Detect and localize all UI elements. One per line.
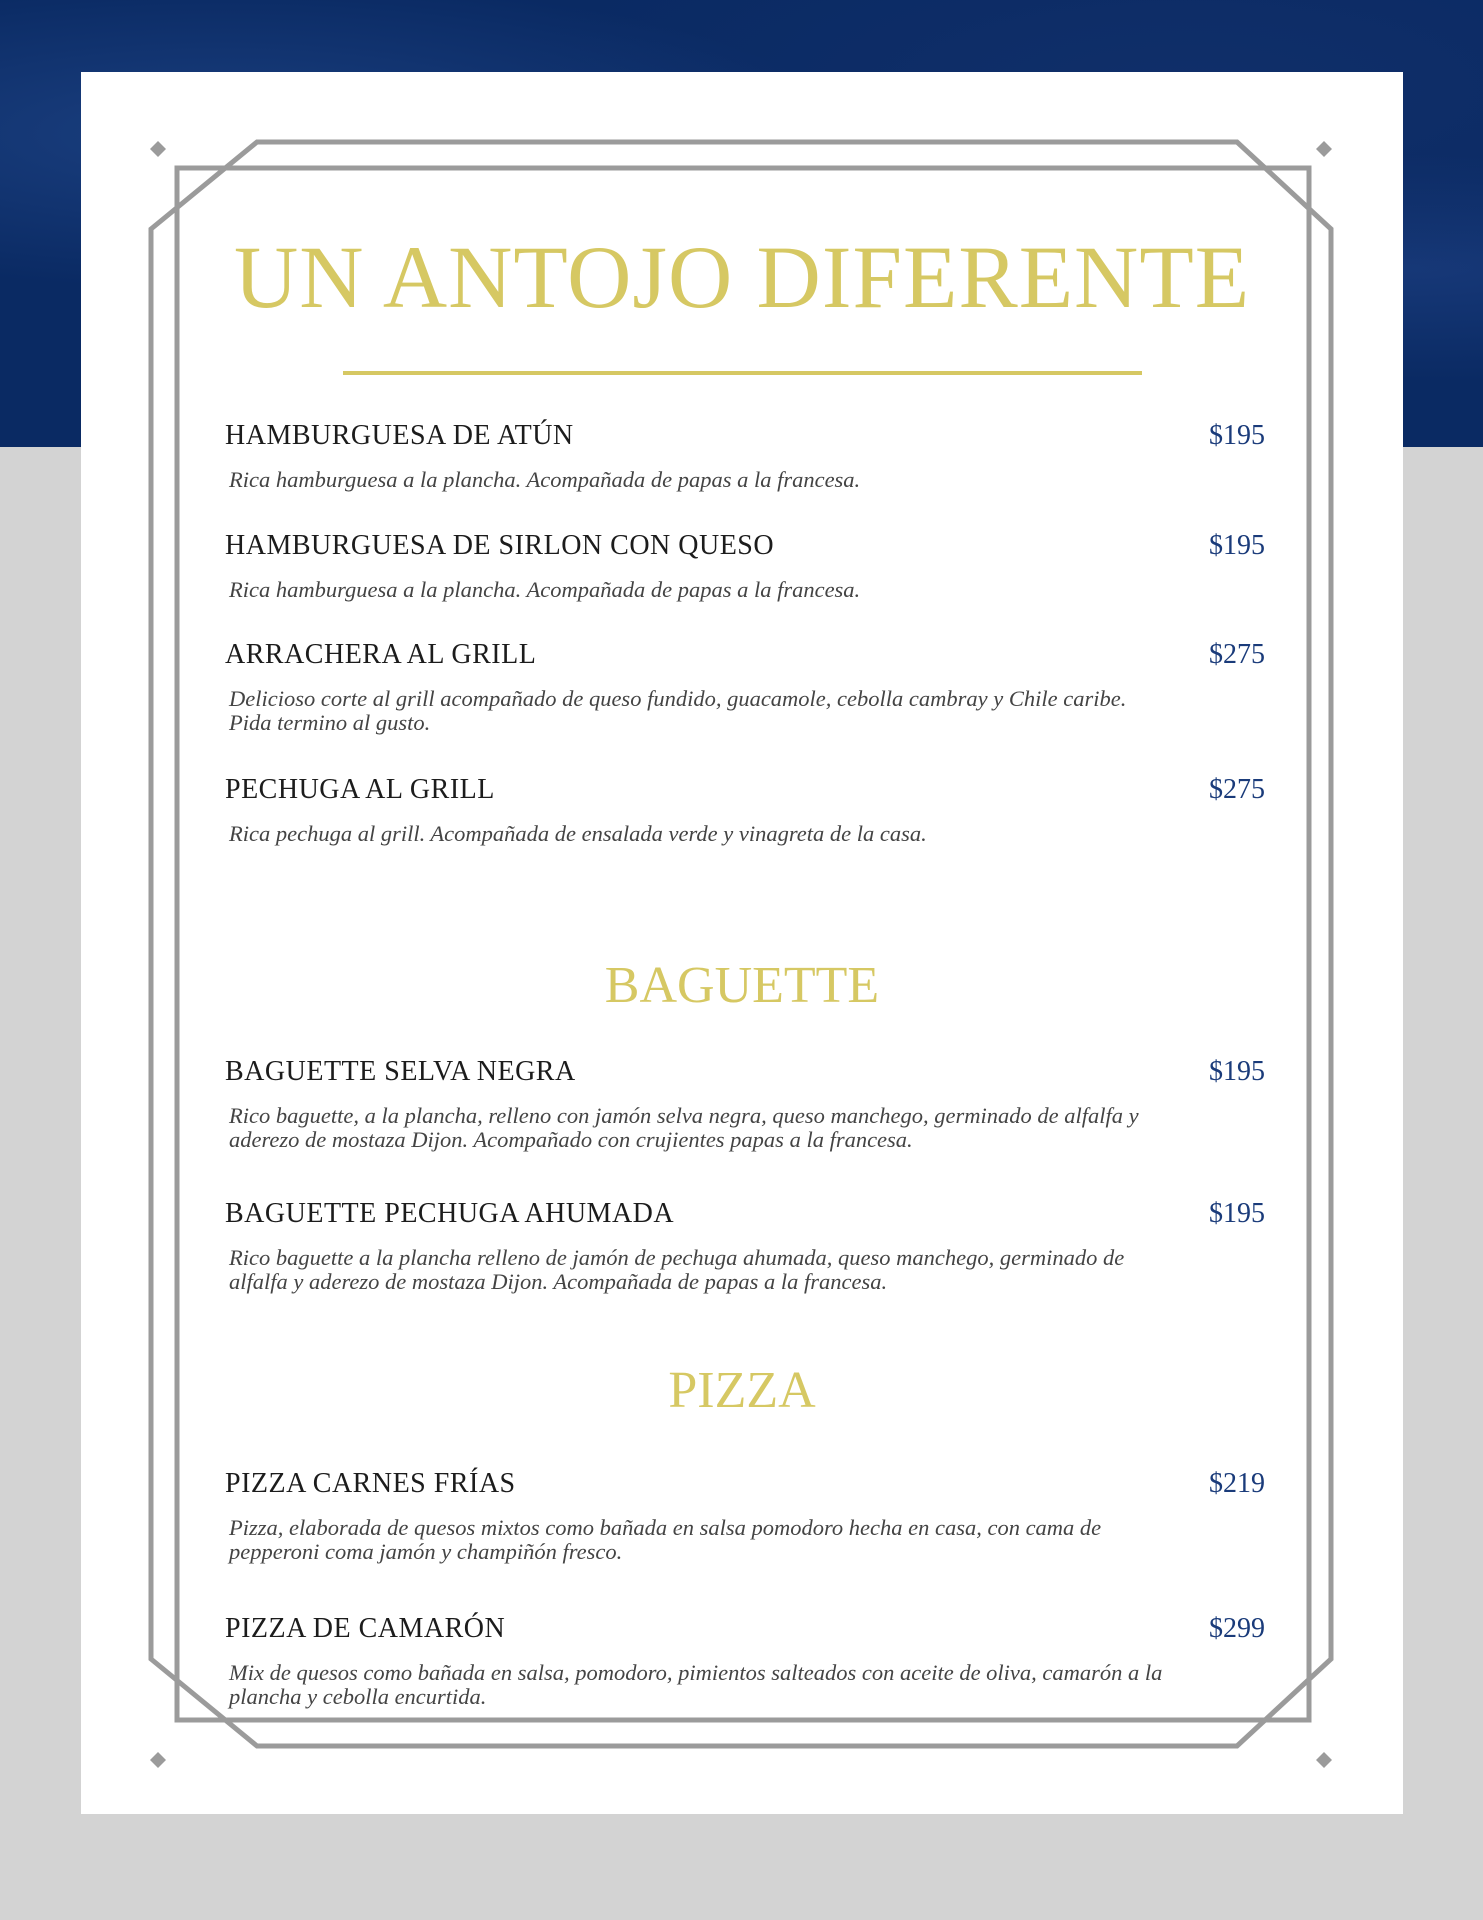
item-name: HAMBURGUESA DE ATÚN xyxy=(225,420,574,451)
item-description: Rica hamburguesa a la plancha. Acompañada de papas a la francesa. xyxy=(229,577,861,602)
corner-diamond-icon xyxy=(150,1752,166,1768)
item-name: ARRACHERA AL GRILL xyxy=(225,639,537,670)
section-heading-pizza: PIZZA xyxy=(668,1362,816,1419)
menu-card xyxy=(81,72,1403,1814)
item-price: $195 xyxy=(1209,1056,1265,1087)
title-underline xyxy=(343,371,1142,375)
item-description: Rica hamburguesa a la plancha. Acompañada de papas a la francesa. xyxy=(229,467,861,492)
item-price: $195 xyxy=(1209,1198,1265,1229)
item-price: $299 xyxy=(1209,1613,1265,1644)
item-description: Delicioso corte al grill acompañado de queso fundido, guacamole, cebolla cambray y Chile caribe. Pida termino al gusto. xyxy=(229,686,1127,735)
item-description: Pizza, elaborada de quesos mixtos como bañada en salsa pomodoro hecha en casa, con cama de pepperoni coma jamón y champiñón fresco. xyxy=(229,1515,1102,1564)
item-price: $275 xyxy=(1209,774,1265,805)
item-description: Rico baguette, a la plancha, relleno con jamón selva negra, queso manchego, germinado de alfalfa y aderezo de mostaza Dijon. Acompañado con crujientes papas a la francesa. xyxy=(229,1103,1139,1152)
item-price: $195 xyxy=(1209,420,1265,451)
item-description: Rica pechuga al grill. Acompañada de ensalada verde y vinagreta de la casa. xyxy=(229,821,927,846)
item-description: Mix de quesos como bañada en salsa, pomodoro, pimientos salteados con aceite de oliva, camarón a la plancha y cebolla encurtida. xyxy=(229,1660,1163,1709)
corner-diamond-icon xyxy=(1316,1752,1332,1768)
item-name: BAGUETTE SELVA NEGRA xyxy=(225,1056,576,1087)
item-description: Rico baguette a la plancha relleno de jamón de pechuga ahumada, queso manchego, germinado de alfalfa y aderezo de mostaza Dijon. Acompañada de papas a la francesa. xyxy=(229,1245,1125,1294)
section-heading-baguette: BAGUETTE xyxy=(604,957,880,1014)
item-name: PIZZA DE CAMARÓN xyxy=(225,1613,506,1644)
outer-octagon-border xyxy=(151,142,1331,1746)
item-name: HAMBURGUESA DE SIRLON CON QUESO xyxy=(225,530,775,561)
menu-title: UN ANTOJO DIFERENTE xyxy=(233,229,1251,327)
item-name: PIZZA CARNES FRÍAS xyxy=(225,1468,516,1499)
item-price: $195 xyxy=(1209,530,1265,561)
item-name: BAGUETTE PECHUGA AHUMADA xyxy=(225,1198,675,1229)
item-price: $275 xyxy=(1209,639,1265,670)
item-name: PECHUGA AL GRILL xyxy=(225,774,495,805)
item-price: $219 xyxy=(1209,1468,1265,1499)
corner-diamond-icon xyxy=(1316,141,1332,157)
corner-diamond-icon xyxy=(150,141,166,157)
